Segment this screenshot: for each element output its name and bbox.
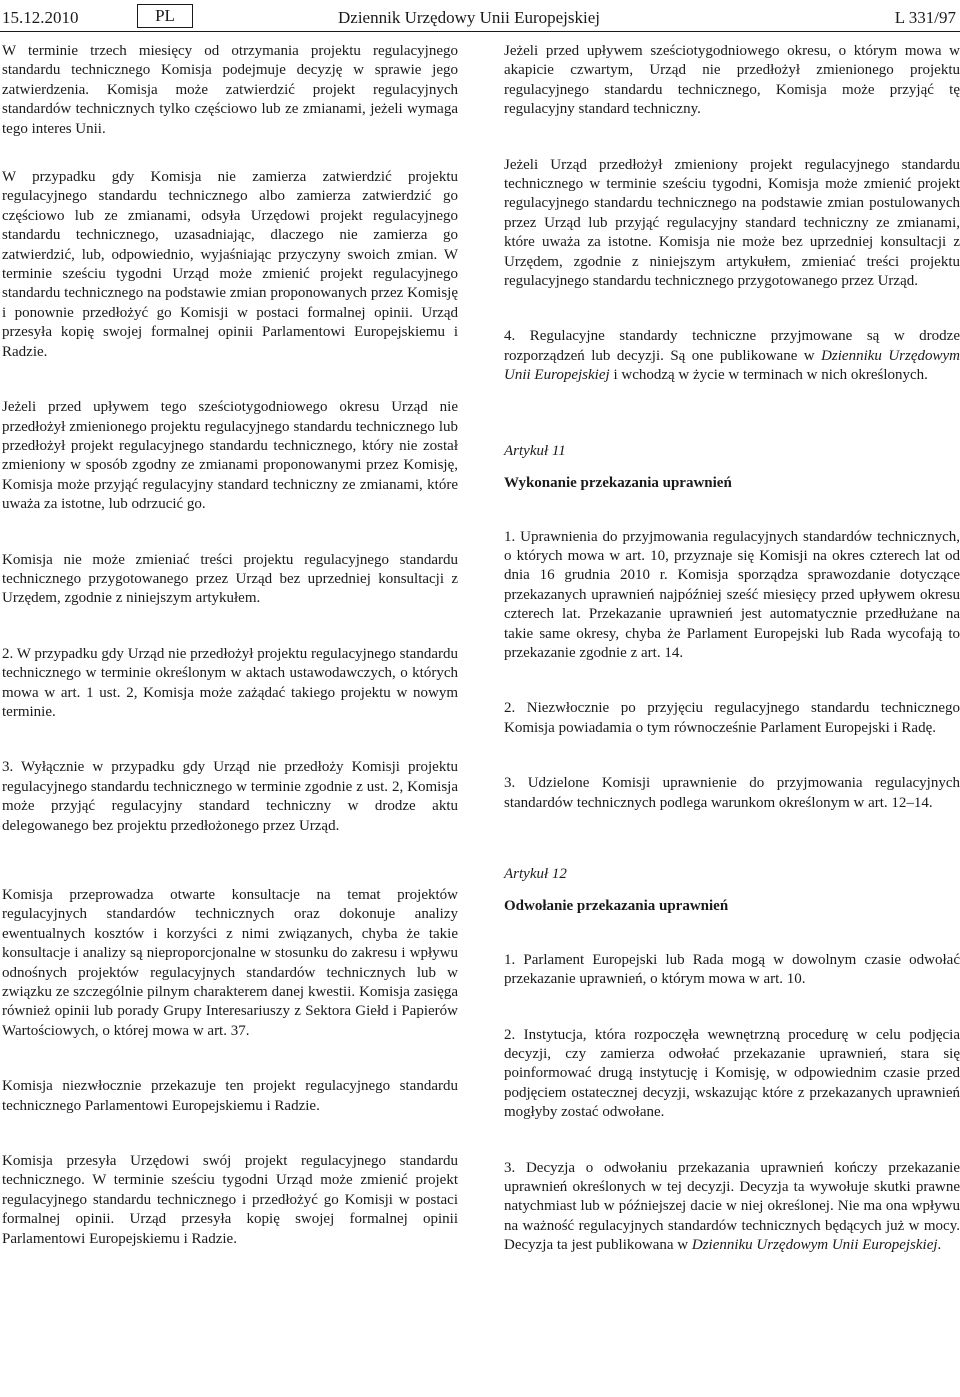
left-column (2, 42, 458, 1249)
right-paragraph-4: 1. Uprawnienia do przyjmowania regulacyjnych standardów technicznych, o których mowa w art. 10, przyznaje się Komisji na okres czterech lat od dnia 16 grudnia 2010 r. Komisja sporządza sprawozdanie dotyczące przekazanych uprawnień najpóźniej sześć miesięcy przed upływem okresu czterech lat. Przekazanie uprawnień jest automatycznie przedłużane na takie same okresy, chyba że Parlament Europejski lub Rada wycofają to przekazanie zgodnie z art. 14. (504, 528, 960, 661)
journal-name-italic-2: Dzienniku Urzędowym Unii Europejskiej (691, 1237, 938, 1254)
right-paragraph-7: 1. Parlament Europejski lub Rada mogą w dowolnym czasie odwołać przekazanie uprawnień, o którym mowa w art. 10. (504, 951, 960, 988)
right-paragraph-9-text-a: 3. Decyzja o odwołaniu przekazania uprawnień kończy przekazanie uprawnień określonych w tej decyzji. Decyzja ta wywołuje skutki prawne natychmiast lub w późniejszej dacie w niej określonej. Nie ma ona wpływu na ważność regulacyjnych standardów technicznych będących już w mocy. Decyzja ta jest publikowana w (504, 1159, 960, 1254)
left-paragraph-3: Jeżeli przed upływem tego sześciotygodniowego okresu Urząd nie przedłożył zmienionego projektu regulacyjnego standardu technicznego lub przedłożył projekt regulacyjnego standardu technicznego, który nie został zmieniony w sposób zgodny ze zmianami proponowanymi przez Komisję, Komisja może przyjąć regulacyjny standard techniczny ze zmianami, które uważa za istotne, lub odrzucić go. (2, 399, 458, 513)
right-paragraph-3 (504, 327, 960, 385)
right-paragraph-6: 3. Udzielone Komisji uprawnienie do przyjmowania regulacyjnych standardów technicznych podlega warunkom określonym w art. 12–14. (504, 775, 960, 811)
page-reference: L 331/97 (894, 8, 956, 27)
left-paragraph-8: Komisja niezwłocznie przekazuje ten projekt regulacyjnego standardu technicznego Parlamentowi Europejskiemu i Radzie. (2, 1078, 458, 1114)
article-11-title: Wykonanie przekazania uprawnień (504, 475, 732, 492)
right-paragraph-3-text-b: i wchodzą w życie w terminach w nich określonych. (609, 367, 928, 384)
page-header (0, 0, 960, 40)
right-paragraph-5: 2. Niezwłocznie po przyjęciu regulacyjnego standardu technicznego Komisja powiadamia o tym równocześnie Parlament Europejski i Radę. (504, 700, 960, 736)
right-paragraph-9-text-b: . (937, 1237, 942, 1254)
left-paragraph-9: Komisja przesyła Urzędowi swój projekt regulacyjnego standardu technicznego. W terminie sześciu tygodni Urząd może zmienić projekt regulacyjnego standardu technicznego i przedłożyć go Komisji w postaci formalnej opinii. Urząd przesyła kopię swojej formalnej opinii Parlamentowi Europejskiemu i Radzie. (2, 1153, 458, 1247)
left-paragraph-6: 3. Wyłącznie w przypadku gdy Urząd nie przedłoży Komisji projektu regulacyjnego standardu technicznego w terminie zgodnie z ust. 2, Komisja może przyjąć regulacyjny standard techniczny w drodze aktu delegowanego bez projektu przedłożonego przez Urząd. (2, 759, 458, 834)
article-12-title: Odwołanie przekazania uprawnień (504, 898, 729, 915)
right-column (504, 42, 960, 1256)
journal-title: Dziennik Urzędowy Unii Europejskiej (338, 8, 601, 27)
header-rule (0, 31, 960, 32)
left-paragraph-5: 2. W przypadku gdy Urząd nie przedłożył projektu regulacyjnego standardu technicznego w terminie określonym w aktach ustawodawczych, o których mowa w art. 1 ust. 2, Komisja może zażądać takiego projektu w nowym terminie. (2, 645, 458, 720)
journal-name-italic: Dzienniku Urzędowym Unii Europejskiej (504, 347, 960, 384)
right-paragraph-3-text-a: 4. Regulacyjne standardy techniczne przyjmowane są w drodze rozporządzeń lub decyzji. Są one publikowane w (504, 328, 960, 364)
article-12-number: Artykuł 12 (504, 865, 567, 882)
left-paragraph-4: Komisja nie może zmieniać treści projektu regulacyjnego standardu technicznego przygotowanego przez Urząd bez uprzedniej konsultacji z Urzędem, zgodnie z niniejszym artykułem. (2, 551, 458, 607)
article-11-number: Artykuł 11 (504, 442, 566, 459)
right-paragraph-8: 2. Instytucja, która rozpoczęła wewnętrzną procedurę w celu podjęcia decyzji, czy zamierza odwołać przekazanie uprawnień, stara się poinformować drugą instytucję i Komisję, w odpowiednim czasie przed podjęciem ostatecznej decyzji, wskazując które z przekazanych uprawnień mogłyby zostać odwołane. (504, 1026, 960, 1121)
language-code-box: PL (137, 4, 193, 28)
publication-date: 15.12.2010 (2, 8, 79, 27)
right-paragraph-1: Jeżeli przed upływem sześciotygodniowego okresu, o którym mowa w akapicie czwartym, Urząd nie przedłożył zmienionego projektu regulacyjnego standardu technicznego, Komisja może przyjąć tę regulacyjny standard techniczny. (504, 43, 960, 118)
left-paragraph-1: W terminie trzech miesięcy od otrzymania projektu regulacyjnego standardu technicznego Komisja podejmuje decyzję w sprawie jego zatwierdzenia. Komisja może zatwierdzić projekt regulacyjnych standardów technicznych tylko częściowo lub ze zmianami, jeżeli wymaga tego interes Unii. (2, 43, 458, 137)
right-paragraph-2: Jeżeli Urząd przedłożył zmieniony projekt regulacyjnego standardu technicznego w terminie sześciu tygodni, Komisja może zmienić projekt regulacyjnego standardu technicznego na podstawie zmian postulowanych przez Urząd lub przyjąć regulacyjny standard techniczny ze zmianami, które uważa za istotne. Komisja nie może bez uprzedniej konsultacji z Urzędem, zgodnie z niniejszym artykułem, zmieniać treści projektu regulacyjnego standardu technicznego przygotowanego przez Urząd. (504, 156, 960, 290)
left-paragraph-7: Komisja przeprowadza otwarte konsultacje na temat projektów regulacyjnych standardów technicznych oraz dokonuje analizy ewentualnych kosztów i korzyści z nimi związanych, chyba że takie konsultacje i analizy są nieproporcjonalne w stosunku do zakresu i wpływu odnośnych projektów regulacyjnych standardów technicznych lub w związku ze szczególnie pilnym charakterem danej kwestii. Komisja zasięga również opinii lub porady Grupy Interesariuszy z Sektora Giełd i Papierów Wartościowych, o której mowa w art. 37. (2, 887, 458, 1039)
right-paragraph-9 (504, 1159, 960, 1256)
left-paragraph-2: W przypadku gdy Komisja nie zamierza zatwierdzić projektu regulacyjnego standardu technicznego albo zamierza zatwierdzić go częściowo lub ze zmianami, odsyła Urzędowi projekt regulacyjnego standardu technicznego, uzasadniając, dlaczego nie zamierza go zatwierdzić, lub, odpowiednio, wyjaśniając przyczyny swoich zmian. W terminie sześciu tygodni Urząd może zmienić projekt regulacyjnego standardu technicznego na podstawie zmian proponowanych przez Komisję i ponownie przedłożyć go Komisji w postaci formalnej opinii. Urząd przesyła kopię swojej formalnej opinii Parlamentowi Europejskiemu i Radzie. (2, 169, 458, 360)
